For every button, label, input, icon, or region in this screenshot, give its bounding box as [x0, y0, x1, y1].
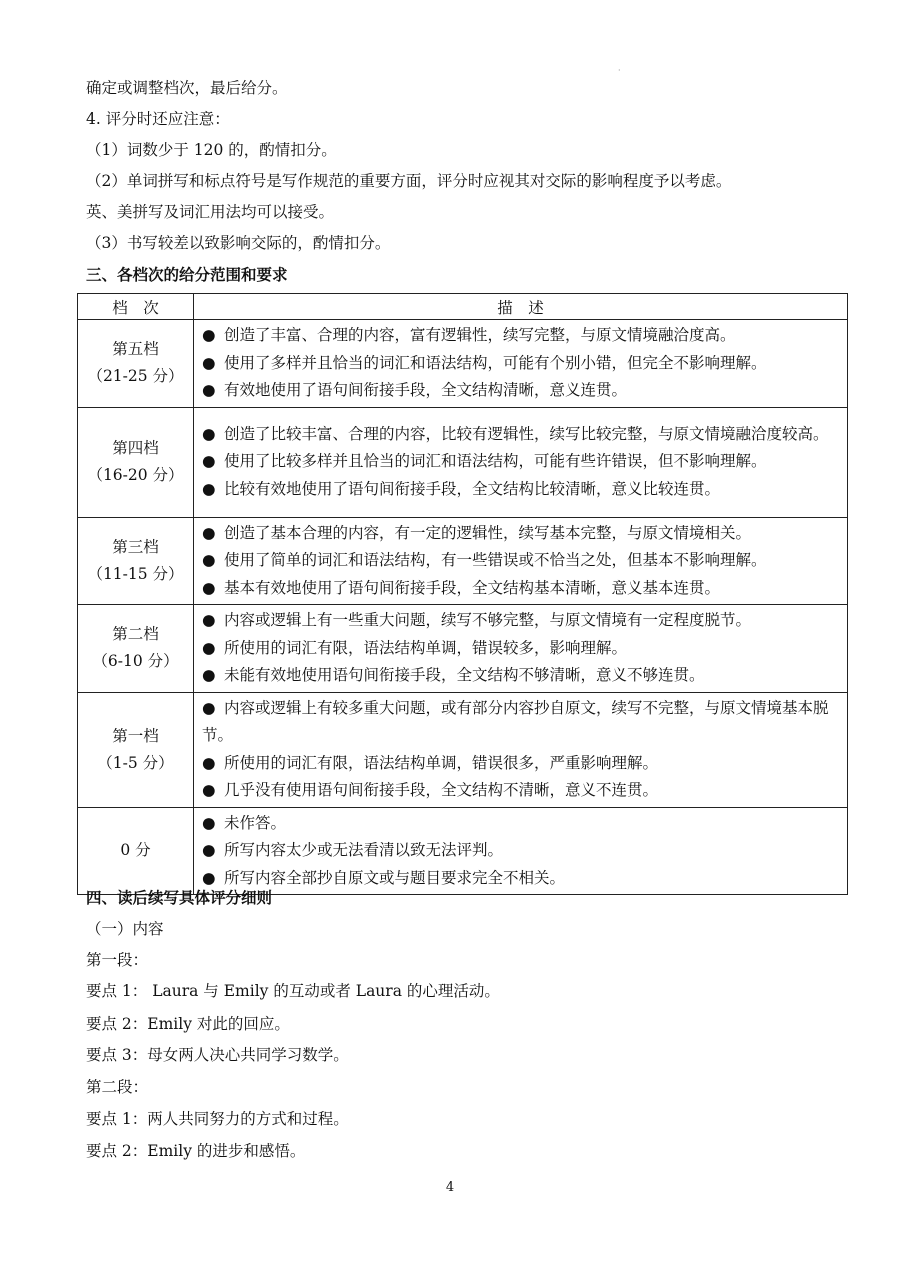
- level-name: 第一档: [112, 726, 159, 745]
- para-1-point-2: 要点 2：Emily 对此的回应。: [86, 1015, 290, 1033]
- level-name: 0 分: [120, 841, 151, 860]
- para-1-point-1: 要点 1： Laura 与 Emily 的互动或者 Laura 的心理活动。: [86, 982, 500, 1000]
- bullet-icon: ●: [202, 698, 216, 717]
- criteria-text: 所写内容全部抄自原文或与题目要求完全不相关。: [224, 868, 566, 887]
- level-score-range: （11-15 分）: [87, 564, 184, 583]
- criteria-item: [202, 350, 841, 378]
- criteria-text: 使用了简单的词汇和语法结构，有一些错误或不恰当之处，但基本不影响理解。: [224, 551, 767, 569]
- level-name: 第三档: [112, 537, 159, 556]
- criteria-item: [202, 547, 841, 575]
- criteria-text: 内容或逻辑上有一些重大问题，续写不够完整，与原文情境有一定程度脱节。: [224, 611, 752, 629]
- description-cell: [194, 517, 848, 605]
- level-cell: [78, 320, 194, 408]
- bullet-icon: ●: [202, 666, 216, 684]
- table-row: [78, 807, 848, 895]
- criteria-item: [202, 777, 841, 805]
- section-3-title: 三、各档次的给分范围和要求: [86, 266, 288, 284]
- criteria-text: 所写内容太少或无法看清以致无法评判。: [224, 841, 504, 859]
- bullet-icon: ●: [202, 611, 216, 629]
- criteria-item: [202, 421, 841, 449]
- page-number: 4: [445, 1180, 455, 1195]
- bullet-icon: ●: [202, 868, 216, 887]
- criteria-item: [202, 322, 841, 350]
- criteria-text: 内容或逻辑上有较多重大问题，或有部分内容抄自原文，续写不完整，与原文情境基本脱节。: [202, 698, 829, 744]
- para-1-point-3: 要点 3：母女两人决心共同学习数学。: [86, 1046, 349, 1064]
- criteria-text: 创造了基本合理的内容，有一定的逻辑性，续写基本完整，与原文情境相关。: [224, 523, 752, 542]
- criteria-item: [202, 575, 841, 603]
- intro-line-6: （3）书写较差以致影响交际的，酌情扣分。: [86, 234, 391, 252]
- table-row: [78, 517, 848, 605]
- para-2-point-2: 要点 2：Emily 的进步和感悟。: [86, 1142, 306, 1160]
- criteria-item: [202, 607, 841, 635]
- criteria-text: 使用了多样并且恰当的词汇和语法结构，可能有个别小错，但完全不影响理解。: [224, 353, 767, 372]
- bullet-icon: ●: [202, 813, 216, 832]
- bullet-icon: ●: [202, 841, 216, 859]
- bullet-icon: ●: [202, 452, 216, 471]
- scan-mark: ·: [618, 66, 621, 75]
- bullet-icon: ●: [202, 551, 216, 569]
- description-cell: [194, 605, 848, 693]
- criteria-text: 几乎没有使用语句间衔接手段，全文结构不清晰，意义不连贯。: [224, 781, 659, 799]
- criteria-item: [202, 750, 841, 778]
- para-2-point-1: 要点 1：两人共同努力的方式和过程。: [86, 1110, 349, 1128]
- bullet-icon: ●: [202, 578, 216, 597]
- criteria-text: 未作答。: [224, 813, 287, 832]
- level-cell: [78, 517, 194, 605]
- criteria-item: [202, 695, 841, 750]
- criteria-text: 未能有效地使用语句间衔接手段，全文结构不够清晰，意义不够连贯。: [224, 666, 705, 684]
- intro-line-4: （2）单词拼写和标点符号是写作规范的重要方面，评分时应视其对交际的影响程度予以考虑。: [86, 172, 732, 190]
- table-row: [78, 320, 848, 408]
- criteria-text: 基本有效地使用了语句间衔接手段，全文结构基本清晰，意义基本连贯。: [224, 578, 721, 597]
- criteria-item: [202, 810, 841, 838]
- section-4-title: 四、读后续写具体评分细则: [86, 889, 273, 907]
- criteria-item: [202, 865, 841, 893]
- header-description: 描 述: [194, 294, 848, 320]
- bullet-icon: ●: [202, 753, 216, 772]
- bullet-icon: ●: [202, 479, 216, 498]
- bullet-icon: ●: [202, 353, 216, 372]
- intro-line-2: 4. 评分时还应注意：: [86, 110, 230, 128]
- table-header-row: [78, 294, 848, 320]
- description-cell: [194, 407, 848, 517]
- bullet-icon: ●: [202, 781, 216, 799]
- criteria-text: 创造了比较丰富、合理的内容，比较有逻辑性，续写比较完整，与原文情境融洽度较高。: [224, 424, 829, 443]
- paragraph-1-label: 第一段：: [86, 951, 149, 969]
- bullet-icon: ●: [202, 523, 216, 542]
- criteria-text: 比较有效地使用了语句间衔接手段，全文结构比较清晰，意义比较连贯。: [224, 479, 721, 498]
- level-cell: [78, 692, 194, 807]
- level-name: 第二档: [112, 625, 159, 644]
- description-cell: [194, 692, 848, 807]
- criteria-item: [202, 448, 841, 476]
- criteria-item: [202, 476, 841, 504]
- description-cell: [194, 807, 848, 895]
- bullet-icon: ●: [202, 638, 216, 657]
- level-score-range: （6-10 分）: [92, 652, 179, 671]
- level-name: 第五档: [112, 340, 159, 359]
- criteria-item: [202, 837, 841, 865]
- table-row: [78, 692, 848, 807]
- table-row: [78, 605, 848, 693]
- level-name: 第四档: [112, 439, 159, 457]
- level-cell: [78, 807, 194, 895]
- criteria-text: 所使用的词汇有限，语法结构单调，错误较多，影响理解。: [224, 638, 628, 657]
- header-level: 档 次: [78, 294, 194, 320]
- criteria-item: [202, 377, 841, 405]
- intro-line-5: 英、美拼写及词汇用法均可以接受。: [86, 203, 335, 221]
- description-cell: [194, 320, 848, 408]
- intro-line-3: （1）词数少于 120 的，酌情扣分。: [86, 141, 337, 159]
- content-subtitle: （一）内容: [86, 920, 164, 938]
- criteria-item: [202, 520, 841, 548]
- grading-table: [77, 293, 848, 895]
- level-score-range: （16-20 分）: [87, 466, 184, 484]
- level-cell: [78, 605, 194, 693]
- bullet-icon: ●: [202, 326, 216, 344]
- bullet-icon: ●: [202, 424, 216, 443]
- criteria-text: 所使用的词汇有限，语法结构单调，错误很多，严重影响理解。: [224, 753, 659, 772]
- criteria-text: 创造了丰富、合理的内容，富有逻辑性，续写完整，与原文情境融洽度高。: [224, 326, 736, 344]
- paragraph-2-label: 第二段：: [86, 1078, 149, 1096]
- criteria-item: [202, 662, 841, 690]
- intro-line-1: 确定或调整档次，最后给分。: [86, 79, 288, 97]
- criteria-text: 有效地使用了语句间衔接手段，全文结构清晰，意义连贯。: [224, 381, 628, 399]
- level-score-range: （21-25 分）: [87, 367, 184, 386]
- table-body: [78, 320, 848, 895]
- bullet-icon: ●: [202, 381, 216, 399]
- table-row: [78, 407, 848, 517]
- level-score-range: （1-5 分）: [97, 753, 174, 772]
- level-cell: [78, 407, 194, 517]
- criteria-text: 使用了比较多样并且恰当的词汇和语法结构，可能有些许错误，但不影响理解。: [224, 452, 767, 471]
- criteria-item: [202, 635, 841, 663]
